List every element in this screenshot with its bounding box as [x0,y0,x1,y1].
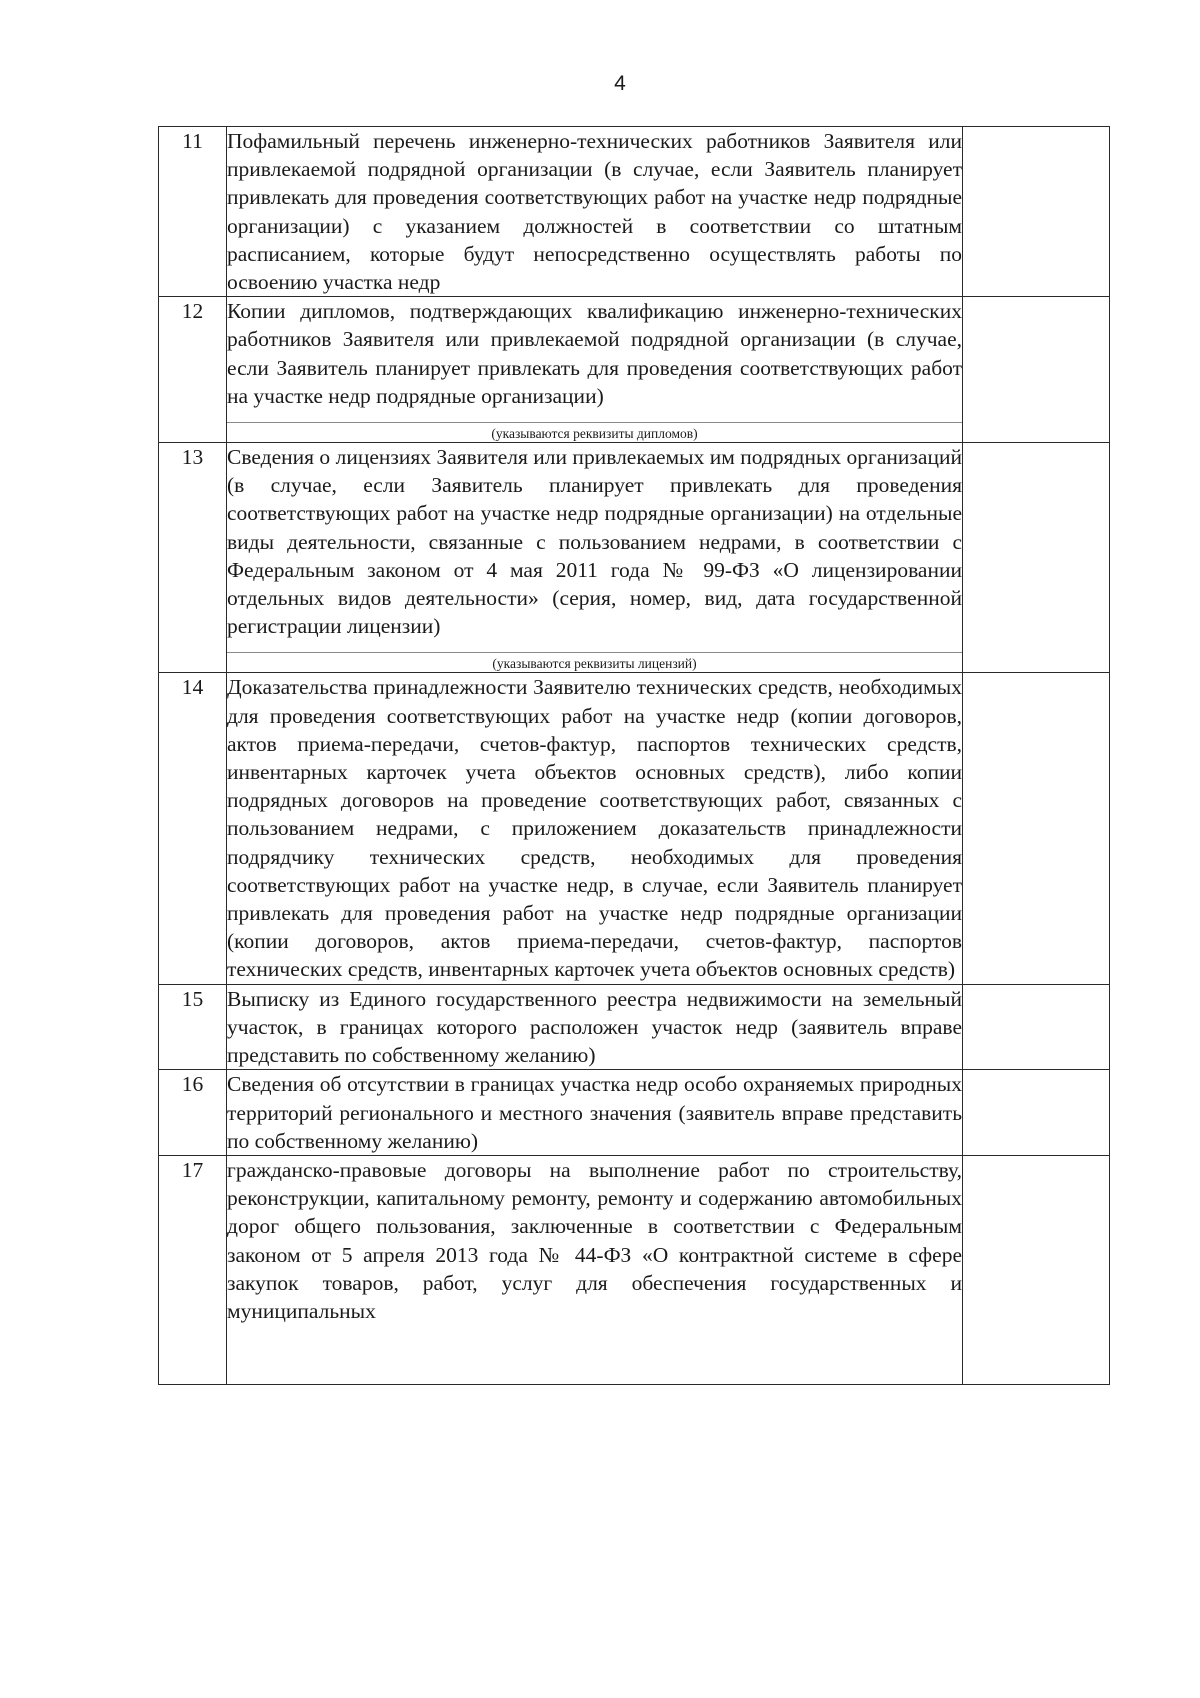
row-description: гражданско-правовые договоры на выполнение работ по строительству, реконструкции, капитальному ремонту, ремонту и содержанию автомобильных дорог общего пользования, заключенные в соответствии с Федеральным законом от 5 апреля 2013 года № 44-ФЗ «О контрактной системе в сфере закупок товаров, работ, услуг для обеспечения государственных и муниципальных [227,1157,962,1323]
row-blank-cell [963,673,1110,984]
row-description-cell [227,443,963,673]
row-description-cell [227,984,963,1070]
row-description-cell [227,1070,963,1156]
row-number: 16 [159,1070,227,1156]
row-number: 13 [159,443,227,673]
row-description: Доказательства принадлежности Заявителю технических средств, необходимых для проведения соответствующих работ на участке недр (копии договоров, актов приема-передачи, счетов-фактур, паспортов технических средств, инвентарных карточек учета объектов основных средств), либо копии подрядных договоров на проведение соответствующих работ, связанных с пользованием недрами, с приложением доказательств принадлежности подрядчику технических средств, необходимых для проведения соответствующих работ на участке недр, в случае, если Заявитель планирует привлекать для проведения работ на участке недр подрядные организации (копии договоров, актов приема-передачи, счетов-фактур, паспортов технических средств, инвентарных карточек учета объектов основных средств) [227,675,962,982]
table-row [159,1070,1110,1156]
row-blank-cell [963,443,1110,673]
row-blank-cell [963,1070,1110,1156]
requirements-table [158,126,1110,1385]
table-row [159,1155,1110,1384]
row-number: 11 [159,127,227,297]
row-description: Выписку из Единого государственного реестра недвижимости на земельный участок, в границах которого расположен участок недр (заявитель вправе представить по собственному желанию) [227,986,962,1068]
row-description: Сведения о лицензиях Заявителя или привлекаемых им подрядных организаций (в случае, если Заявитель планирует привлекать для проведения соответствующих работ на участке недр подрядные организации) на отдельные виды деятельности, связанные с пользованием недрами, в соответствии с Федеральным законом от 4 мая 2011 года № 99-ФЗ «О лицензировании отдельных видов деятельности» (серия, номер, вид, дата государственной регистрации лицензии) [227,445,962,639]
page-number: 4 [614,72,626,95]
row-note: (указываются реквизиты лицензий) [227,652,962,672]
table-row [159,443,1110,673]
table-row [159,984,1110,1070]
row-blank-cell [963,297,1110,443]
row-description-cell [227,1155,963,1384]
row-description: Сведения об отсутствии в границах участка недр особо охраняемых природных территорий регионального и местного значения (заявитель вправе представить по собственному желанию) [227,1072,962,1153]
table-row [159,127,1110,297]
row-number: 15 [159,984,227,1070]
row-number: 17 [159,1155,227,1384]
row-description-cell [227,127,963,297]
row-description: Пофамильный перечень инженерно-технических работников Заявителя или привлекаемой подрядной организации (в случае, если Заявитель планирует привлекать для проведения соответствующих работ на участке недр подрядные организации) с указанием должностей в соответствии со штатным расписанием, которые будут непосредственно осуществлять работы по освоению участка недр [227,129,962,295]
row-blank-cell [963,984,1110,1070]
row-description-cell [227,297,963,443]
table-row [159,673,1110,984]
row-number: 14 [159,673,227,984]
row-description: Копии дипломов, подтверждающих квалификацию инженерно-технических работников Заявителя или привлекаемой подрядной организации (в случае, если Заявитель планирует привлекать для проведения соответствующих работ на участке недр подрядные организации) [227,299,962,408]
row-description-cell [227,673,963,984]
row-note: (указываются реквизиты дипломов) [227,422,962,442]
row-blank-cell [963,127,1110,297]
table-row [159,297,1110,443]
row-blank-cell [963,1155,1110,1384]
row-number: 12 [159,297,227,443]
